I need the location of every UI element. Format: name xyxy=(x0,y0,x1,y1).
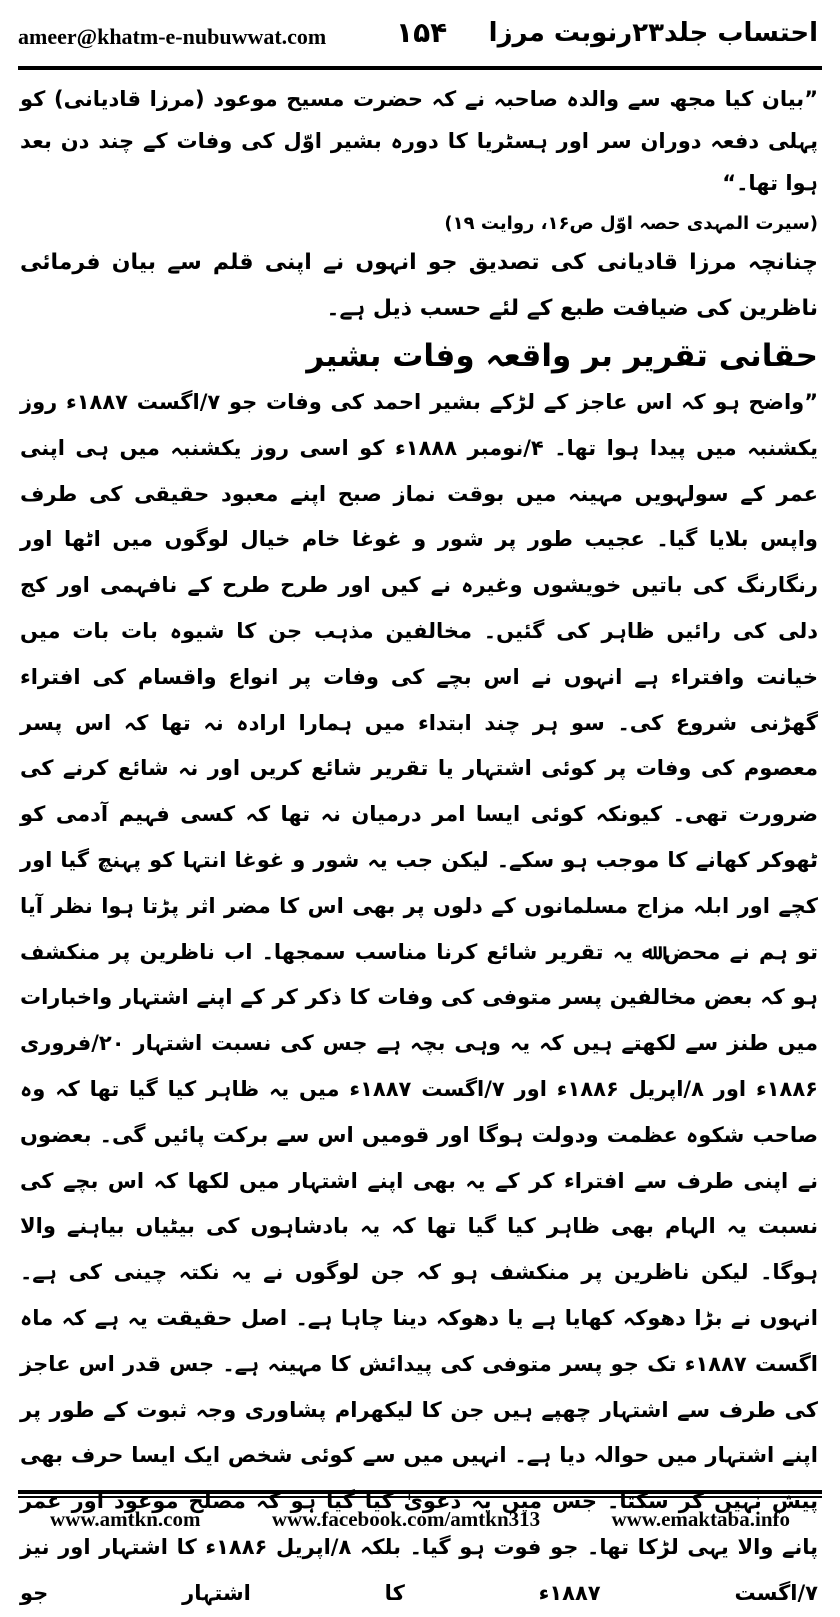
footer-rule-thick xyxy=(18,1490,822,1494)
footer-link-amtkn[interactable]: www.amtkn.com xyxy=(50,1506,201,1531)
footer-link-facebook[interactable]: www.facebook.com/amtkn313 xyxy=(271,1506,541,1531)
main-paragraph: ”واضح ہو کہ اس عاجز کے لڑکے بشیر احمد کی وفات جو ۷/اگست ۱۸۸۷ء روز یکشنبہ میں پیدا ہوا تھا۔ ۴/نومبر ۱۸۸۸ء کو اسی روز یکشنبہ میں ہی اپنی عمر کے سولہویں مہینہ میں بوقت نماز صبح اپنے معبود حقیقی کی طرف واپس بلایا گیا۔ عجیب طور پر شور و غوغا خام خیال لوگوں میں اٹھا اور رنگارنگ کی باتیں خویشوں وغیرہ نے کیں اور طرح طرح کے نافہمی اور کج دلی کی رائیں ظاہر کی گئیں۔ مخالفین مذہب جن کا شیوہ بات بات میں خیانت وافتراء ہے انہوں نے اس بچے کی وفات پر انواع واقسام کی افتراء گھڑنی شروع کی۔ سو ہر چند ابتداء میں ہمارا ارادہ نہ تھا کہ اس پسر معصوم کی وفات پر کوئی اشتہار یا تقریر شائع کریں اور نہ شائع کرنے کی ضرورت تھی۔ کیونکہ کوئی ایسا امر درمیان نہ تھا کہ کسی فہیم آدمی کو ٹھوکر کھانے کا موجب ہو سکے۔ لیکن جب یہ شور و غوغا انتہا کو پہنچ گیا اور کچے اور ابلہ مزاج مسلمانوں کے دلوں پر بھی اس کا مضر اثر پڑتا ہوا نظر آیا تو ہم نے محض ﷲ یہ تقریر شائع کرنا مناسب سمجھا۔ اب ناظرین پر منکشف ہو کہ بعض مخالفین پسر متوفی کی وفات کا ذکر کر کے اپنے اشتہار واخبارات میں طنز سے لکھتے ہیں کہ یہ وہی بچہ ہے جس کی نسبت اشتہار ۲۰/فروری ۱۸۸۶ء اور ۸/اپریل ۱۸۸۶ء اور ۷/اگست ۱۸۸۷ء میں یہ ظاہر کیا گیا تھا کہ وہ صاحب شکوہ عظمت ودولت ہوگا اور قومیں اس سے برکت پائیں گی۔ بعضوں نے اپنی طرف سے افتراء کر کے یہ بھی اپنے اشتہار میں لکھا کہ اس بچے کی نسبت یہ الہام بھی ظاہر کیا گیا تھا کہ یہ بادشاہوں کی بیٹیاں بیاہنے والا ہوگا۔ لیکن ناظرین پر منکشف ہو کہ جن لوگوں نے یہ نکتہ چینی کی ہے۔ انہوں نے بڑا دھوکہ کھایا ہے یا دھوکہ دینا چاہا ہے۔ اصل حقیقت یہ ہے کہ ماہ اگست ۱۸۸۷ء تک جو پسر متوفی کی پیدائش کا مہینہ ہے۔ جس قدر اس عاجز کی طرف سے اشتہار چھپے ہیں جن کا لیکھرام پشاوری وجہ ثبوت کے طور پر اپنے اشتہار میں حوالہ دیا ہے۔ انہیں میں سے کوئی شخص ایک ایسا حرف بھی پیش نہیں کر سکتا۔ جس میں یہ دعویٰ کیا گیا ہو کہ مصلح موعود اور عمر پانے والا یہی لڑکا تھا۔ جو فوت ہو گیا۔ بلکہ ۸/اپریل ۱۸۸۶ء کا اشتہار اور نیز ۷/اگست ۱۸۸۷ء کا اشتہار جو xyxy=(20,390,819,1605)
page-footer xyxy=(18,1502,822,1536)
quote-reference: (سیرت المہدی حصہ اوّل ص۱۶، روایت ۱۹) xyxy=(444,213,818,234)
section-heading: حقانی تقریر بر واقعہ وفات بشیر xyxy=(306,338,818,374)
footer-rule-thin xyxy=(18,1496,822,1498)
book-title: احتساب جلد۲۳رنوبت مرزا xyxy=(488,18,818,48)
footer-link-emaktaba[interactable]: www.emaktaba.info xyxy=(611,1506,790,1531)
header-email: ameer@khatm-e-nubuwwat.com xyxy=(18,24,327,49)
header-rule xyxy=(18,66,822,70)
page-body xyxy=(20,78,818,1617)
intro-paragraph: چنانچہ مرزا قادیانی کی تصدیق جو انہوں نے اپنی قلم سے بیان فرمائی ناظرین کی ضیافت طبع کے لئے حسب ذیل ہے۔ xyxy=(20,250,818,321)
page-header xyxy=(18,14,818,64)
page-number: ۱۵۴ xyxy=(396,16,448,49)
quote-text: ”بیان کیا مجھ سے والدہ صاحبہ نے کہ حضرت مسیح موعود (مرزا قادیانی) کو پہلی دفعہ دوران سر اور ہسٹریا کا دورہ بشیر اوّل کی وفات کے چند دن بعد ہوا تھا۔“ xyxy=(20,87,818,195)
